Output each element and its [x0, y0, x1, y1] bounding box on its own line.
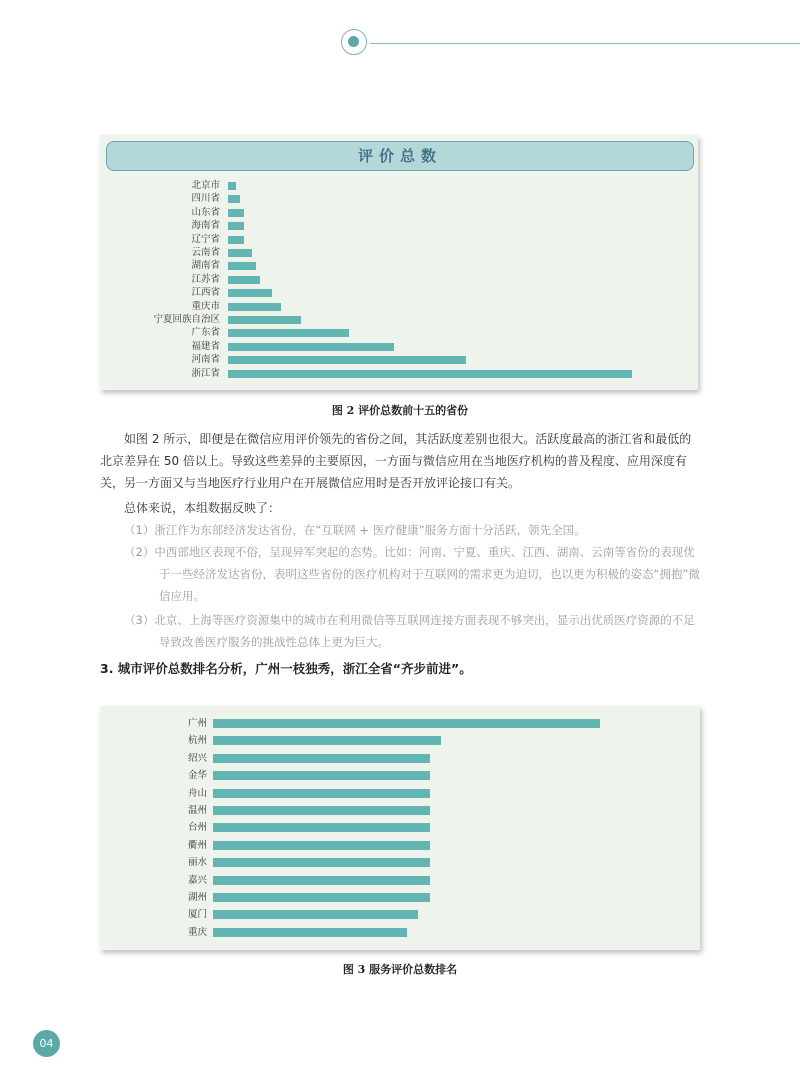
- bar: [228, 343, 394, 351]
- bar-label: 广州: [187, 718, 207, 729]
- bar: [213, 754, 430, 763]
- list-item-2: （2）中西部地区表现不俗，呈现异军突起的态势。比如：河南、宁夏、重庆、江西、湖南、云南等省份的表现优于一些经济发达省份，表明这些省份的医疗机构对于互联网的需求更为迫切，也以更为积极的姿态“拥抱”微信应用。: [124, 545, 700, 603]
- bar: [228, 249, 252, 257]
- list-item-3: （3）北京、上海等医疗资源集中的城市在利用微信等互联网连接方面表现不够突出，显示出优质医疗资源的不足导致改善医疗服务的挑战性总体上更为巨大。: [124, 613, 695, 649]
- bar-label: 厦门: [187, 909, 207, 921]
- bar: [213, 806, 430, 815]
- bar-label: 丽水: [187, 857, 207, 869]
- bar-label: 浙江省: [191, 367, 220, 379]
- bar: [213, 928, 407, 937]
- bar-label: 金华: [187, 770, 207, 782]
- paragraph-1: 如图 2 所示，即便是在微信应用评价领先的省份之间，其活跃度差别也很大。活跃度最高的浙江省和最低的北京差异在 50 倍以上。导致这些差异的主要原因，一方面与微信应用在当地医疗机构的普及程度、应用深度有关，另一方面又与当地医疗行业用户在开展微信应用时是否开放评论接口有关。: [100, 432, 692, 490]
- bar: [228, 316, 301, 324]
- bar-label: 河南省: [191, 354, 220, 366]
- bar: [213, 771, 430, 780]
- bar: [228, 209, 244, 217]
- list-item-1: （1）浙江作为东部经济发达省份，在“互联网 + 医疗健康”服务方面十分活跃，领先全国。: [124, 523, 586, 537]
- bar-label: 福建省: [191, 340, 220, 352]
- bar-label: 绍兴: [187, 752, 207, 764]
- bar-label: 湖州: [187, 892, 207, 903]
- bar: [228, 222, 244, 230]
- bar-label: 宁夏回族自治区: [153, 314, 220, 325]
- bar: [213, 910, 418, 919]
- bar: [228, 236, 244, 244]
- figure-2-caption: 图 2 评价总数前十五的省份: [331, 404, 469, 417]
- header-dot: [348, 36, 359, 47]
- section-heading: 3. 城市评价总数排名分析，广州一枝独秀，浙江全省“齐步前进”。: [100, 661, 472, 676]
- bar: [228, 182, 236, 190]
- bar: [228, 276, 260, 284]
- header-rule: [370, 43, 800, 44]
- bar-label: 湖南省: [191, 260, 220, 272]
- bar-label: 杭州: [187, 735, 207, 747]
- bar-label: 温州: [187, 805, 207, 816]
- province-chart: [100, 135, 698, 390]
- bar-label: 重庆市: [191, 300, 220, 312]
- bar: [228, 262, 256, 270]
- bar: [228, 195, 240, 203]
- bar: [213, 736, 441, 745]
- bar: [213, 893, 430, 902]
- bar-label: 重庆: [187, 926, 207, 938]
- bar: [228, 370, 632, 378]
- bar: [213, 841, 430, 850]
- bar: [213, 823, 430, 832]
- bar-label: 江苏省: [191, 273, 220, 285]
- bar: [213, 789, 430, 798]
- bar: [228, 329, 349, 337]
- bar-label: 广东省: [191, 327, 220, 339]
- bar-label: 舟山: [187, 787, 207, 799]
- bar: [213, 719, 600, 728]
- bar: [228, 303, 281, 311]
- bar-label: 四川省: [191, 193, 220, 205]
- bar: [213, 858, 430, 867]
- figure-3-caption: 图 3 服务评价总数排名: [342, 963, 458, 976]
- paragraph-2: 总体来说，本组数据反映了：: [124, 501, 281, 515]
- bar-label: 江西省: [191, 287, 220, 299]
- bar-label: 云南省: [191, 247, 220, 258]
- bar-label: 嘉兴: [187, 874, 207, 886]
- bar-label: 辽宁省: [191, 233, 220, 245]
- chart-title: 评价总数: [106, 141, 694, 171]
- bar: [213, 876, 430, 885]
- header-circle-icon: [341, 29, 367, 55]
- bar: [228, 289, 272, 297]
- city-chart: [100, 706, 700, 950]
- bar-label: 衢州: [187, 839, 207, 851]
- bar-label: 台州: [187, 822, 207, 834]
- bar-label: 北京市: [191, 180, 220, 191]
- page-number: 04: [33, 1030, 60, 1057]
- bar-label: 海南省: [191, 220, 220, 232]
- bar-label: 山东省: [191, 206, 220, 218]
- bar: [228, 356, 466, 364]
